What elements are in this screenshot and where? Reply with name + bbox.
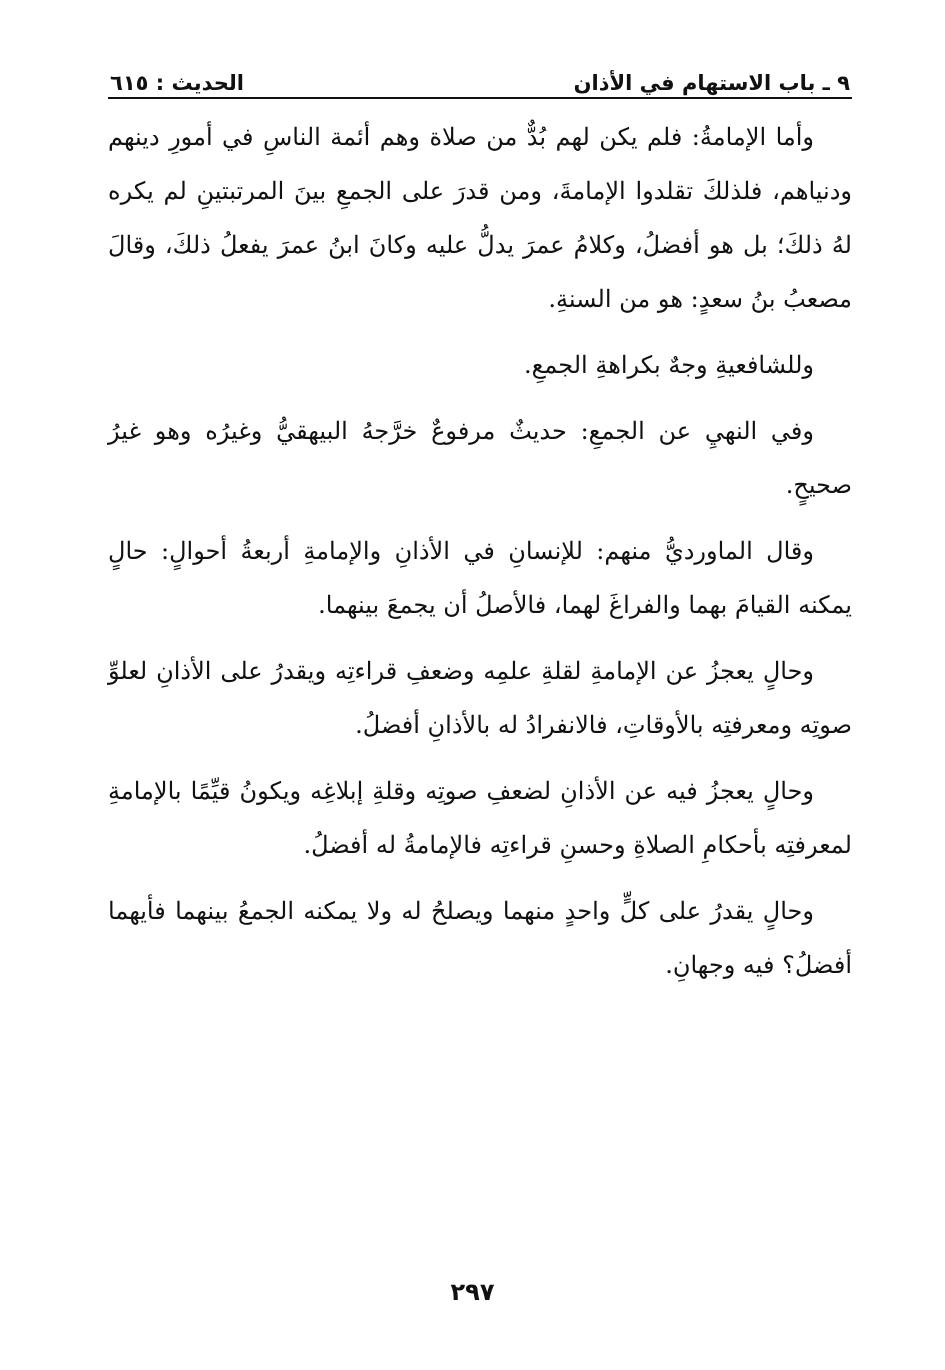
page-body bbox=[108, 110, 852, 1004]
chapter-title: ٩ ـ باب الاستهام في الأذان bbox=[573, 71, 850, 95]
paragraph: وقال الماورديُّ منهم: للإنسانِ في الأذانِ والإمامةِ أربعةُ أحوالٍ: حالٍ يمكنه القيامَ بهما والفراغَ لهما، فالأصلُ أن يجمعَ بينهما. bbox=[108, 537, 852, 619]
header-divider bbox=[108, 97, 852, 99]
paragraph: وفي النهيِ عن الجمعِ: حديثٌ مرفوعٌ خرَّجهُ البيهقيُّ وغيرُه وهو غيرُ صحيحٍ. bbox=[108, 417, 852, 499]
page-number: ٢٩٧ bbox=[450, 1278, 495, 1306]
paragraph: وحالٍ يعجزُ عن الإمامةِ لقلةِ علمِه وضعفِ قراءتِه ويقدرُ على الأذانِ لعلوِّ صوتِه ومعرفتِه بالأوقاتِ، فالانفرادُ له بالأذانِ أفضلُ. bbox=[108, 657, 852, 739]
paragraph: وحالٍ يعجزُ فيه عن الأذانِ لضعفِ صوتِه وقلةِ إبلاغِه ويكونُ قيِّمًا بالإمامةِ لمعرفتِه بأحكامِ الصلاةِ وحسنِ قراءتِه فالإمامةُ له أفضلُ. bbox=[108, 777, 852, 859]
paragraph: وحالٍ يقدرُ على كلٍّ واحدٍ منهما ويصلحُ له ولا يمكنه الجمعُ بينهما فأيهما أفضلُ؟ فيه وجهانِ. bbox=[108, 897, 852, 979]
paragraph: وأما الإمامةُ: فلم يكن لهم بُدٌّ من صلاة وهم أئمة الناسِ في أمورِ دينهم ودنياهم، فلذلكَ تقلدوا الإمامةَ، ومن قدرَ على الجمعِ بينَ المرتبتينِ لم يكره لهُ ذلكَ؛ بل هو أفضلُ، وكلامُ عمرَ يدلُّ عليه وكانَ ابنُ عمرَ يفعلُ ذلكَ، وقالَ مصعبُ بنُ سعدٍ: هو من السنةِ. bbox=[108, 123, 852, 313]
page-header bbox=[110, 55, 850, 95]
paragraph: وللشافعيةِ وجهٌ بكراهةِ الجمعِ. bbox=[523, 351, 814, 379]
hadith-number: الحديث : ٦١٥ bbox=[110, 71, 244, 95]
